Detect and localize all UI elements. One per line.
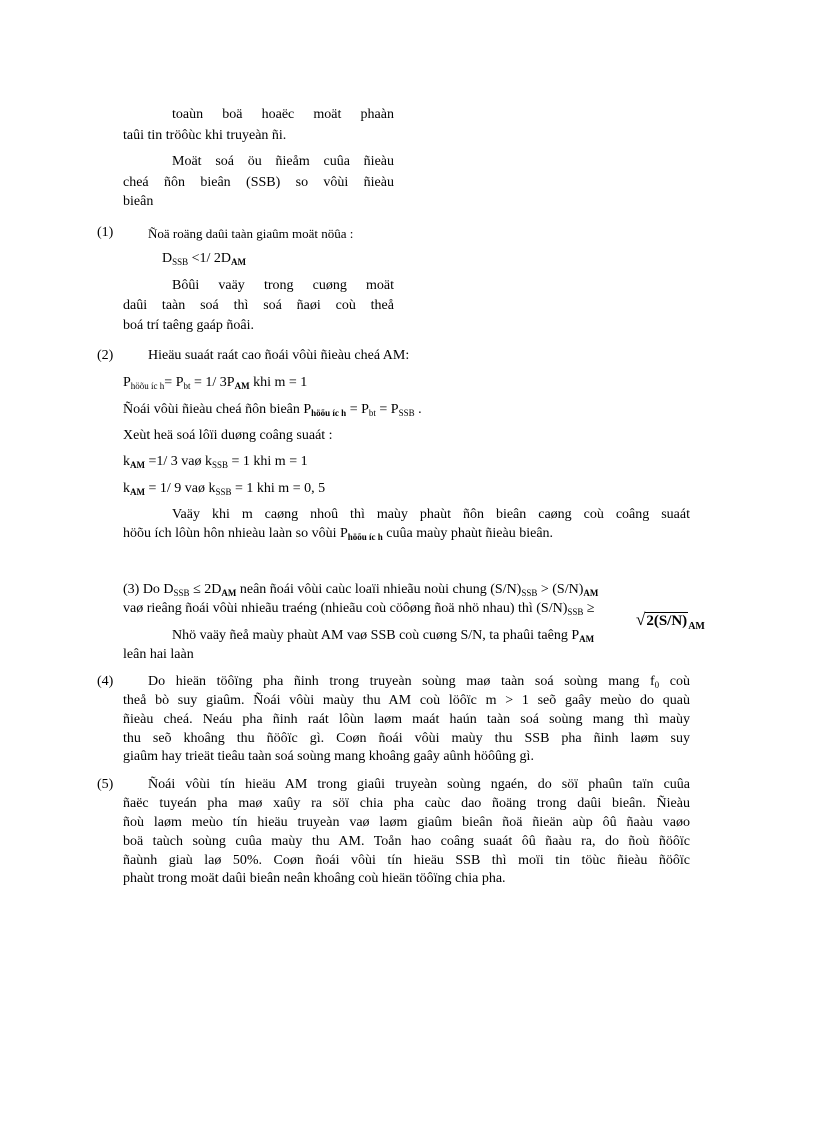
item-2-para-line-2: höõu ích lôùn hôn nhieàu laàn so vôùi $P_{höõu íc h}$ cuûa maùy phaùt ñieàu bieân. [123, 526, 554, 542]
item-4-line-3: ñieàu cheá. Neáu pha ñinh raát lôùn laøm maát haún taàn soá soùng mang thì maùy [123, 712, 690, 727]
item-1-number: (1) [97, 225, 114, 240]
item-5-number: (5) [97, 777, 114, 792]
item-3-line-3: Nhö vaäy ñeå maùy phaùt AM vaø SSB coù cuøng S/N, ta phaûi taêng $P_{AM}$ [172, 628, 595, 644]
item-1-para-line-1: Bôûi vaäy trong cuøng moät [172, 278, 394, 293]
item-4-line-4: thu seõ khoâng thu ñöôïc gì. Coøn ñoái vôùi maùy thu SSB pha ñinh laøm suy [123, 731, 690, 746]
item-2-heading: Hieäu suaát raát cao ñoái vôùi ñieàu cheá AM: [148, 348, 410, 363]
item-5-line-1: Ñoái vôùi tín hieäu AM trong giaûi truyeàn soùng ngaén, do söï phaûn taïn cuûa [148, 777, 690, 792]
item-4-line-5: giaûm hay trieät tieâu taàn soá soùng mang khoâng gaây aûnh höôûng gì. [123, 749, 534, 764]
item-1-para-line-3: boá trí taêng gaáp ñoâi. [123, 318, 255, 333]
intro-line-3: Moät soá öu ñieåm cuûa ñieàu [172, 154, 394, 169]
item-3-sqrt-expression: $√2(S/N)_{AM}$ [636, 610, 705, 632]
item-4-line-2: theå bò suy giaûm. Ñoái vôùi maùy thu AM coù löôïc m > 1 seõ gaây meùo do quaù [123, 693, 690, 708]
item-2-equation-2: Ñoái vôùi ñieàu cheá ñôn bieân $P_{höõu íc h} = P_{bt} = P_{SSB}$ . [123, 402, 422, 418]
item-3-line-1: (3) Do $D_{SSB} \le 2D_{AM}$ neân ñoái vôùi caùc loaïi nhieãu noùi chung $(S/N)_{SSB} > (S/N)_{AM}$ [123, 582, 599, 598]
item-2-equation-1: $P_{höõu íc h}= P_{bt} = 1/$ $3P_{AM}$ khi m = 1 [123, 375, 308, 391]
item-2-equation-5: $k_{AM} = 1/$ 9 vaø $k_{SSB} = 1$ khi m = 0, 5 [123, 481, 326, 497]
intro-line-2: taûi tin tröôùc khi truyeàn ñi. [123, 128, 287, 143]
item-4-number: (4) [97, 674, 114, 689]
item-2-number: (2) [97, 348, 114, 363]
item-5-line-3: ñoù laøm meùo tín hieäu truyeàn vaø laøm giaûm bieân ñoä ñieän aùp ôû ñaàu vaøo [123, 815, 690, 830]
item-2-para-line-1: Vaäy khi m caøng nhoû thì maùy phaùt ñôn bieân caøng coù coâng suaát [172, 507, 690, 522]
item-3-line-2: vaø rieâng ñoái vôùi nhieãu traéng (nhieãu coù cöôøng ñoä nhö nhau) thì $(S/N)_{SSB}$ ≥ [123, 601, 595, 617]
item-2-equation-4: $k_{AM} =1/$ 3 vaø $k_{SSB} = 1$ khi m = 1 [123, 454, 308, 470]
item-5-line-2: ñaëc tuyeán pha maø xaûy ra söï chia pha caùc dao ñoäng trong daûi bieân. Ñieàu [123, 796, 690, 811]
item-1-para-line-2: daûi taàn soá thì soá ñaøi coù theå [123, 298, 394, 313]
item-2-equation-3: Xeùt heä soá lôïi duøng coâng suaát : [123, 428, 333, 443]
item-1-heading: Ñoä roäng daûi taàn giaûm moät nöûa : [148, 226, 354, 241]
item-1-formula: $D_{SSB} <1/$ $2D_{AM}$ [162, 251, 247, 267]
intro-line-4: cheá ñôn bieân (SSB) so vôùi ñieàu [123, 175, 394, 190]
item-5-line-4: boä taùch soùng cuûa maùy thu AM. Toån hao coâng suaát ôû ñaàu ra, do ñoù ñöôïc [123, 834, 690, 849]
item-3-line-4: leân hai laàn [123, 647, 194, 662]
intro-line-1: toaùn boä hoaëc moät phaàn [172, 107, 394, 122]
item-5-line-6: phaùt trong moät daûi bieân neân khoâng coù hieän töôïng chia pha. [123, 871, 506, 886]
item-4-line-1: Do hieän töôïng pha ñinh trong truyeàn soùng maø taàn soá soùng mang $f_0$ coù [148, 674, 690, 690]
item-5-line-5: ñaùnh giaù laø 50%. Coøn ñoái vôùi tín hieäu SSB thì moïi tin töùc ñieàu ñöôïc [123, 853, 690, 868]
intro-line-5: bieân [123, 194, 154, 209]
